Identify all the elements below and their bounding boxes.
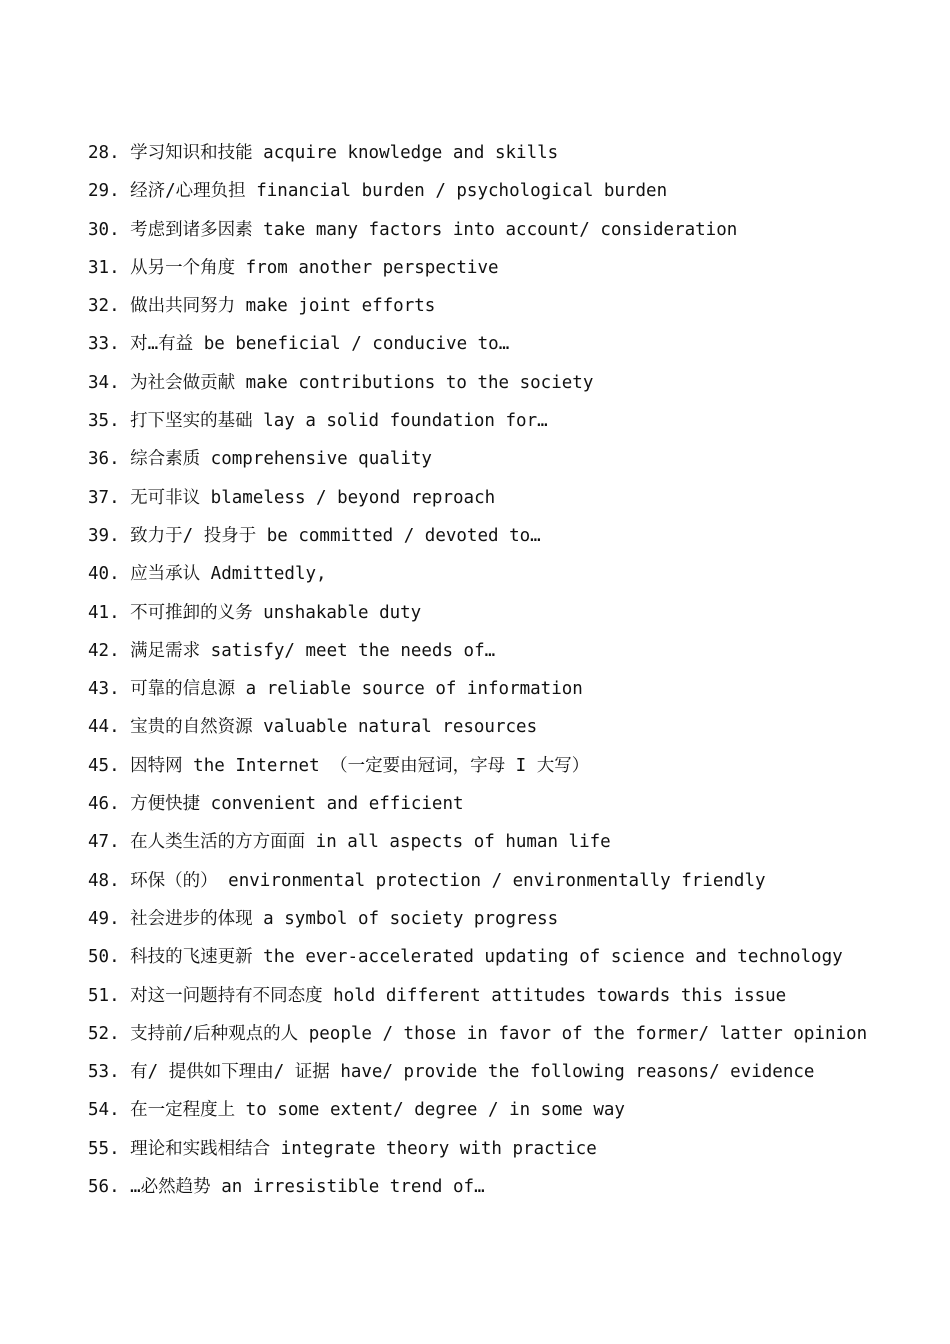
list-item: 28. 学习知识和技能 acquire knowledge and skills — [88, 143, 559, 163]
list-item: 39. 致力于/ 投身于 be committed / devoted to… — [88, 525, 541, 546]
list-item: 40. 应当承认 Admittedly, — [88, 564, 327, 585]
list-item: 51. 对这一问题持有不同态度 hold different attitudes towards this issue — [88, 985, 787, 1006]
list-item: 41. 不可推卸的义务 unshakable duty — [88, 602, 422, 623]
list-item: 33. 对…有益 be beneficial / conducive to… — [88, 334, 510, 355]
list-item: 50. 科技的飞速更新 the ever-accelerated updating of science and technology — [88, 947, 843, 968]
list-item: 37. 无可非议 blameless / beyond reproach — [88, 487, 496, 508]
list-item: 31. 从另一个角度 from another perspective — [88, 257, 499, 278]
list-item: 47. 在人类生活的方方面面 in all aspects of human life — [88, 832, 611, 853]
list-item: 55. 理论和实践相结合 integrate theory with practice — [88, 1138, 597, 1159]
list-item: 32. 做出共同努力 make joint efforts — [88, 296, 436, 317]
list-item: 35. 打下坚实的基础 lay a solid foundation for… — [88, 411, 548, 432]
list-item: 36. 综合素质 comprehensive quality — [88, 449, 432, 470]
list-item: 42. 满足需求 satisfy/ meet the needs of… — [88, 640, 496, 661]
list-item: 43. 可靠的信息源 a reliable source of information — [88, 679, 583, 700]
list-item: 53. 有/ 提供如下理由/ 证据 have/ provide the following reasons/ evidence — [88, 1062, 815, 1083]
list-item: 52. 支持前/后种观点的人 people / those in favor of the former/ latter opinion — [88, 1023, 868, 1044]
list-item: 48. 环保（的） environmental protection / environmentally friendly — [88, 870, 766, 891]
list-item: 56. …必然趋势 an irresistible trend of… — [88, 1177, 485, 1198]
list-item: 29. 经济/心理负担 financial burden / psychological burden — [88, 181, 668, 202]
list-item: 49. 社会进步的体现 a symbol of society progress — [88, 908, 559, 929]
list-item: 46. 方便快捷 convenient and efficient — [88, 794, 464, 815]
list-item: 44. 宝贵的自然资源 valuable natural resources — [88, 717, 538, 738]
list-item: 34. 为社会做贡献 make contributions to the society — [88, 372, 594, 393]
phrase-list — [88, 140, 867, 1212]
list-item: 54. 在一定程度上 to some extent/ degree / in some way — [88, 1100, 625, 1121]
list-item: 30. 考虑到诸多因素 take many factors into account/ consideration — [88, 219, 738, 240]
list-item: 45. 因特网 the Internet （一定要由冠词，字母 I 大写） — [88, 755, 590, 776]
